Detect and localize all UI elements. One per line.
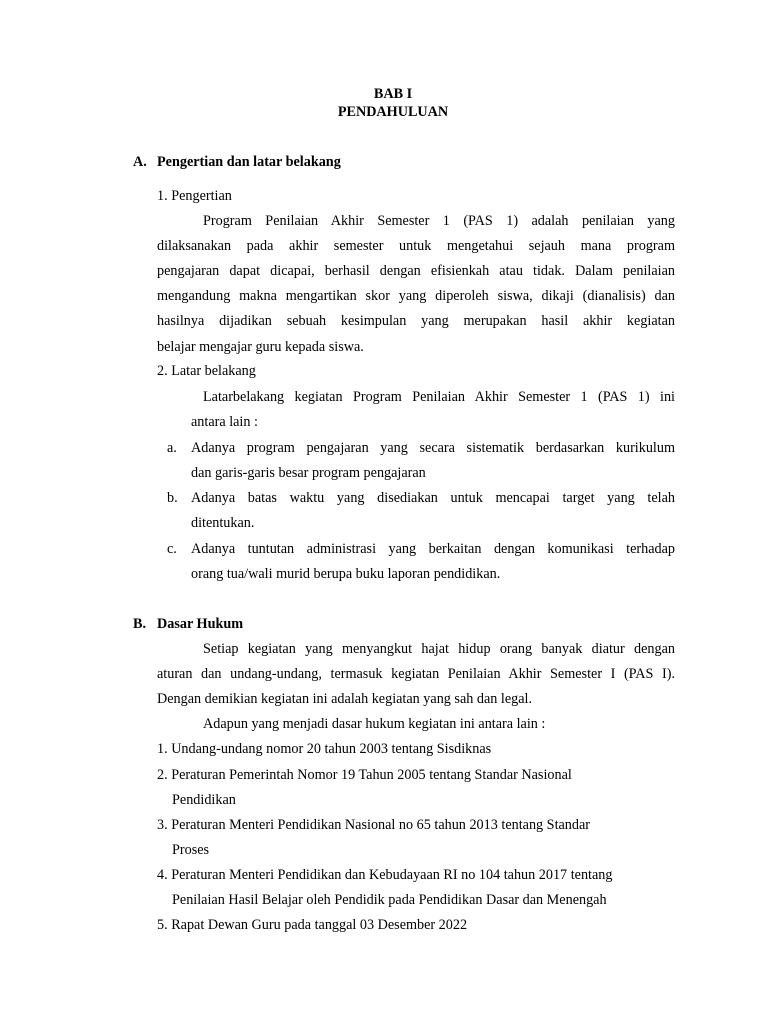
legal-basis-item-cont: Proses bbox=[172, 842, 210, 858]
paragraph-line: aturan dan undang-undang, termasuk kegiatan Penilaian Akhir Semester I (PAS I). bbox=[157, 666, 675, 682]
list-marker: b. bbox=[167, 490, 178, 506]
section-b-marker: B. bbox=[133, 616, 147, 632]
paragraph-line: Adapun yang menjadi dasar hukum kegiatan ini antara lain : bbox=[203, 716, 546, 732]
legal-basis-item: 4. Peraturan Menteri Pendidikan dan Kebudayaan RI no 104 tahun 2017 tentang bbox=[157, 867, 613, 883]
subsection-1-label: 1. Pengertian bbox=[157, 188, 232, 204]
paragraph-line: pengajaran dapat dicapai, berhasil dengan efisienkah atau tidak. Dalam penilaian bbox=[157, 263, 675, 279]
paragraph-line: mengandung makna mengartikan skor yang diperoleh siswa, dikaji (dianalisis) dan bbox=[157, 288, 675, 304]
list-item-line: dan garis-garis besar program pengajaran bbox=[191, 465, 426, 481]
paragraph-line: belajar mengajar guru kepada siswa. bbox=[157, 339, 364, 355]
list-item-line: ditentukan. bbox=[191, 515, 255, 531]
legal-basis-item: 5. Rapat Dewan Guru pada tanggal 03 Desember 2022 bbox=[157, 917, 468, 933]
chapter-number: BAB I bbox=[373, 86, 413, 102]
paragraph-line: antara lain : bbox=[191, 414, 258, 430]
list-item-line: Adanya tuntutan administrasi yang berkaitan dengan komunikasi terhadap bbox=[191, 541, 675, 557]
paragraph-line: hasilnya dijadikan sebuah kesimpulan yang merupakan hasil akhir kegiatan bbox=[157, 313, 675, 329]
list-item-line: Adanya batas waktu yang disediakan untuk mencapai target yang telah bbox=[191, 490, 675, 506]
list-item-line: orang tua/wali murid berupa buku laporan pendidikan. bbox=[191, 566, 501, 582]
list-marker: a. bbox=[167, 440, 177, 456]
paragraph-line: Program Penilaian Akhir Semester 1 (PAS 1) adalah penilaian yang bbox=[203, 213, 675, 229]
paragraph-line: Dengan demikian kegiatan ini adalah kegiatan yang sah dan legal. bbox=[157, 691, 533, 707]
legal-basis-item: 3. Peraturan Menteri Pendidikan Nasional no 65 tahun 2013 tentang Standar bbox=[157, 817, 591, 833]
legal-basis-item-cont: Pendidikan bbox=[172, 792, 236, 808]
legal-basis-item: 2. Peraturan Pemerintah Nomor 19 Tahun 2005 tentang Standar Nasional bbox=[157, 767, 572, 783]
subsection-2-label: 2. Latar belakang bbox=[157, 363, 256, 379]
section-a-heading: Pengertian dan latar belakang bbox=[157, 154, 341, 170]
list-item-line: Adanya program pengajaran yang secara sistematik berdasarkan kurikulum bbox=[191, 440, 675, 456]
paragraph-line: Setiap kegiatan yang menyangkut hajat hidup orang banyak diatur dengan bbox=[203, 641, 675, 657]
section-b-heading: Dasar Hukum bbox=[157, 616, 244, 632]
section-a-marker: A. bbox=[133, 154, 147, 170]
chapter-title: PENDAHULUAN bbox=[337, 104, 449, 120]
paragraph-line: dilaksanakan pada akhir semester untuk mengetahui sejauh mana program bbox=[157, 238, 675, 254]
legal-basis-item-cont: Penilaian Hasil Belajar oleh Pendidik pada Pendidikan Dasar dan Menengah bbox=[172, 892, 607, 908]
paragraph-line: Latarbelakang kegiatan Program Penilaian Akhir Semester 1 (PAS 1) ini bbox=[203, 389, 675, 405]
list-marker: c. bbox=[167, 541, 177, 557]
legal-basis-item: 1. Undang-undang nomor 20 tahun 2003 tentang Sisdiknas bbox=[157, 741, 492, 757]
